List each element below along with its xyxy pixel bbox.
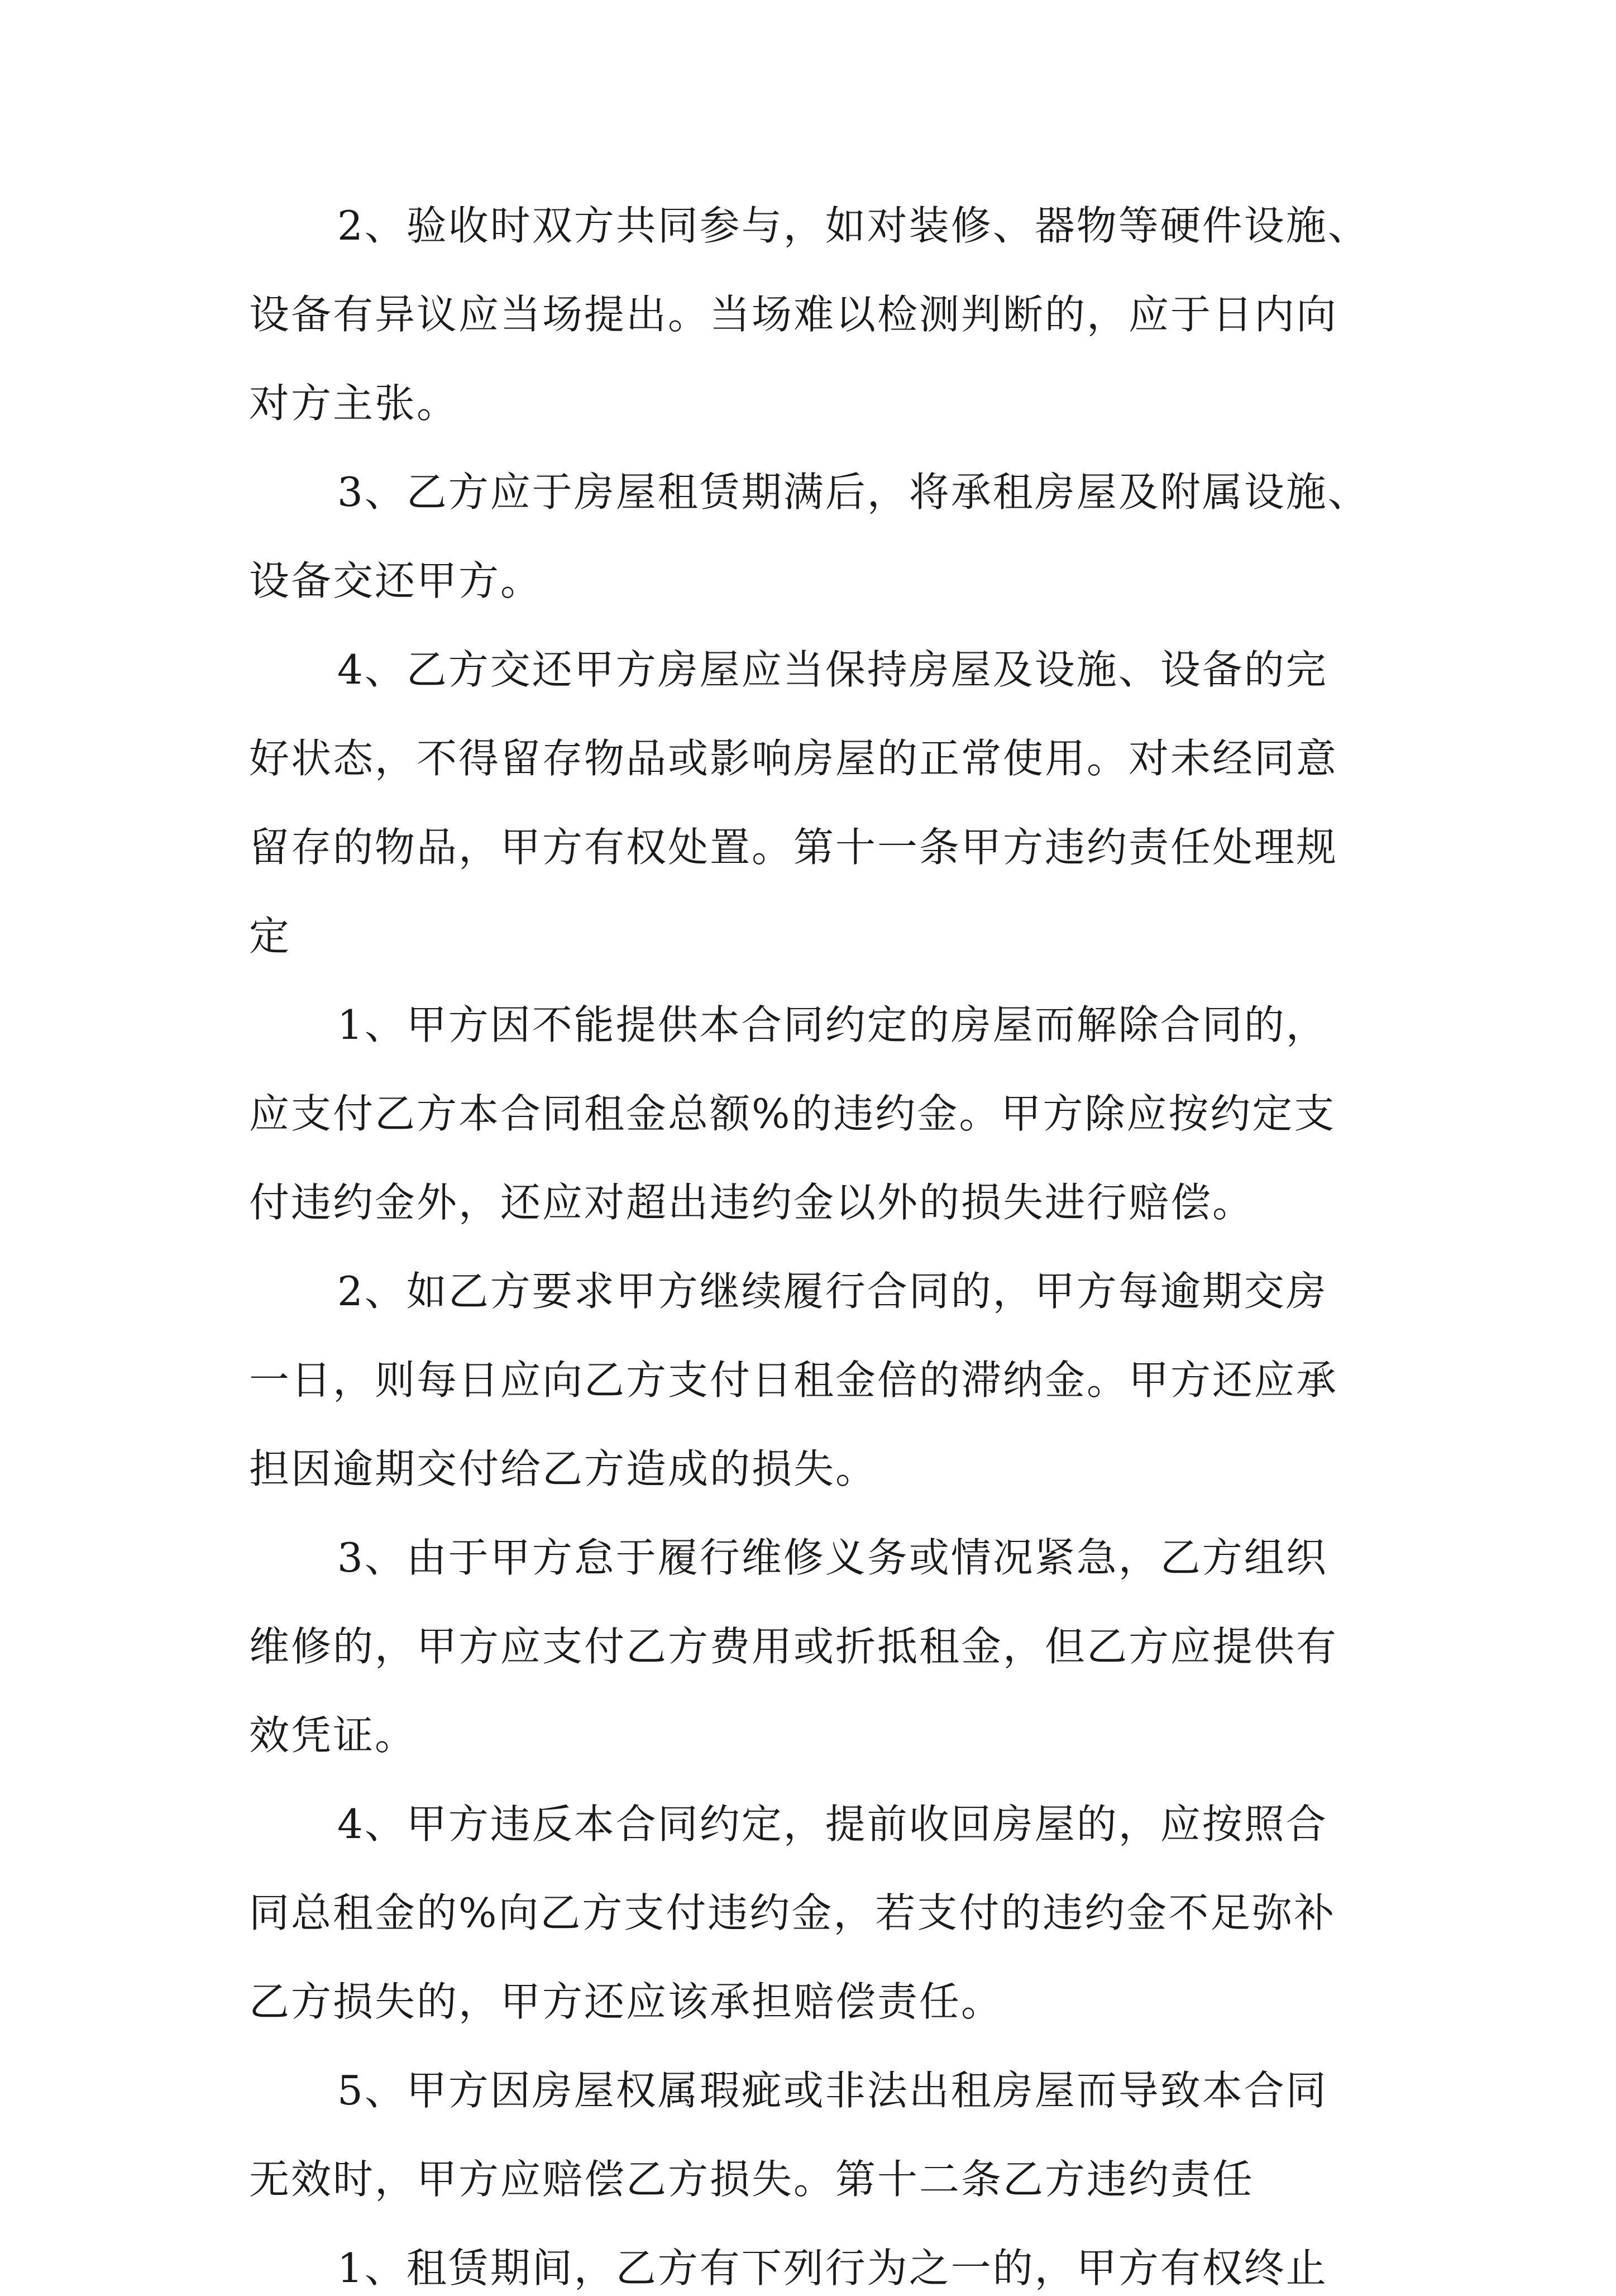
text-line: 乙方损失的，甲方还应该承担赔偿责任。 [249,1978,1003,2025]
text-line: 3、由于甲方怠于履行维修义务或情况紧急，乙方组织 [337,1534,1328,1581]
text-line: 好状态，不得留存物品或影响房屋的正常使用。对未经同意 [249,735,1338,782]
text-line: 定 [249,913,291,960]
text-line: 无效时，甲方应赔偿乙方损失。第十二条乙方违约责任 [249,2156,1255,2203]
text-line: 担因逾期交付给乙方造成的损失。 [249,1445,878,1492]
text-line: 2、如乙方要求甲方继续履行合同的，甲方每逾期交房 [337,1268,1328,1315]
text-line: 2、验收时双方共同参与，如对装修、器物等硬件设施、 [337,202,1370,249]
text-line: 4、乙方交还甲方房屋应当保持房屋及设施、设备的完 [337,646,1328,693]
text-line: 3、乙方应于房屋租赁期满后，将承租房屋及附属设施、 [337,469,1370,515]
text-line: 设备有异议应当场提出。当场难以检测判断的，应于日内向 [249,291,1338,338]
text-line: 应支付乙方本合同租金总额%的违约金。甲方除应按约定支 [249,1090,1336,1137]
text-line: 维修的，甲方应支付乙方费用或折抵租金，但乙方应提供有 [249,1623,1338,1670]
text-line: 留存的物品，甲方有权处置。第十一条甲方违约责任处理规 [249,824,1338,871]
text-line: 效凭证。 [249,1712,417,1759]
text-line: 付违约金外，还应对超出违约金以外的损失进行赔偿。 [249,1179,1255,1226]
text-line: 4、甲方违反本合同约定，提前收回房屋的，应按照合 [337,1801,1328,1848]
text-line: 1、甲方因不能提供本合同约定的房屋而解除合同的， [337,1001,1328,1048]
text-line: 1、租赁期间，乙方有下列行为之一的，甲方有权终止 [337,2245,1328,2292]
text-line: 5、甲方因房屋权属瑕疵或非法出租房屋而导致本合同 [337,2067,1328,2114]
text-line: 对方主张。 [249,380,459,427]
text-line: 设备交还甲方。 [249,557,543,604]
text-line: 一日，则每日应向乙方支付日租金倍的滞纳金。甲方还应承 [249,1357,1338,1404]
text-line: 同总租金的%向乙方支付违约金，若支付的违约金不足弥补 [249,1889,1336,1936]
